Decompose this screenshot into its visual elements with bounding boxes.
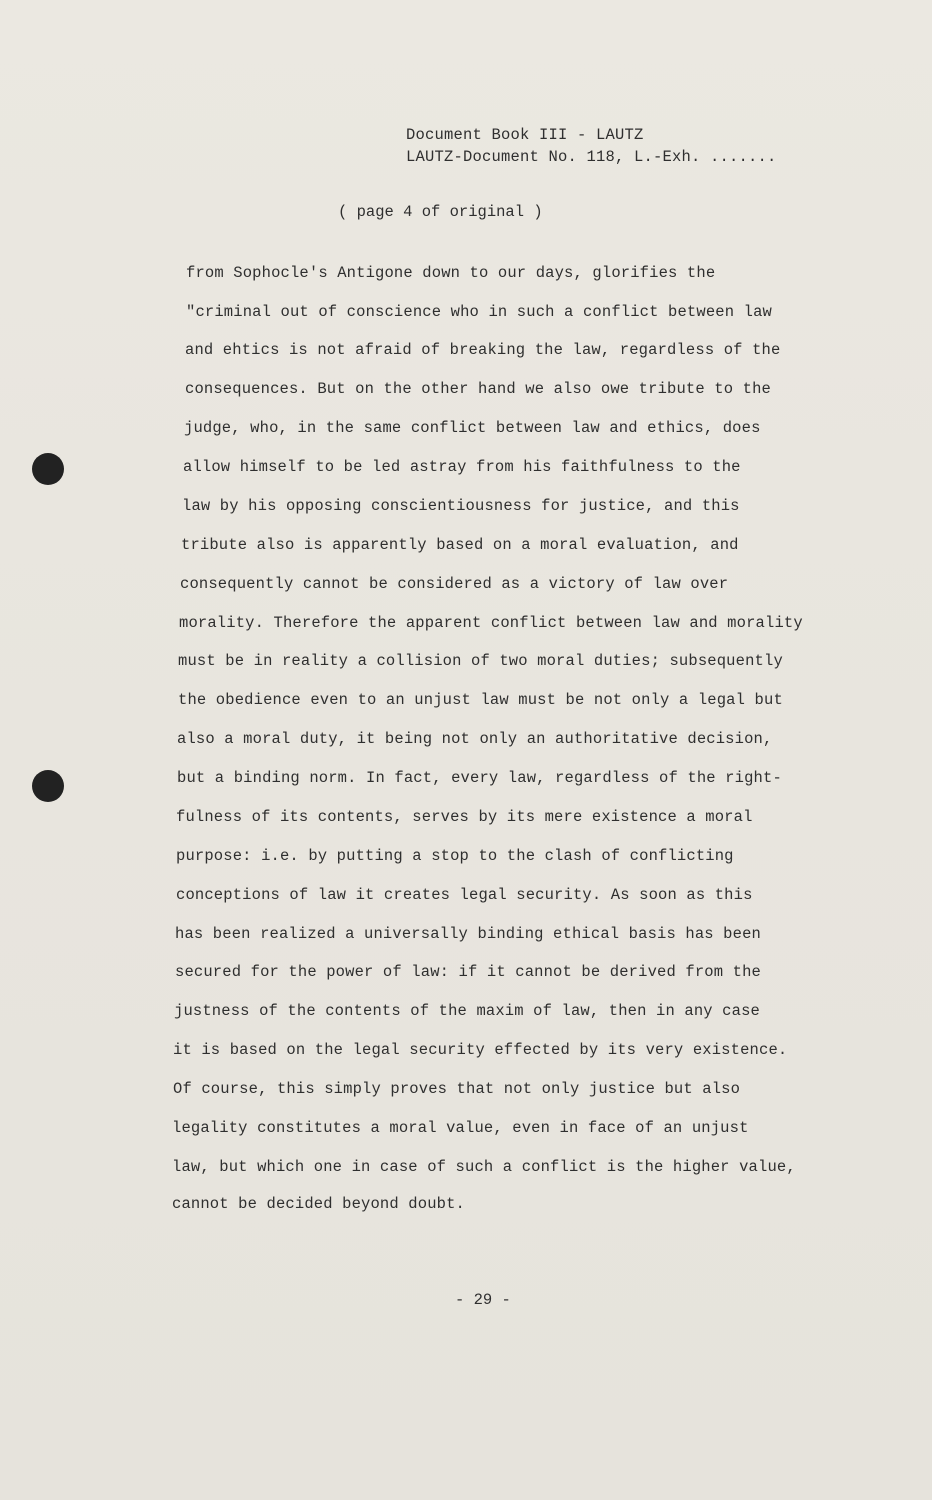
punch-hole-top — [32, 453, 64, 485]
body-line: fulness of its contents, serves by its mere existence a moral — [176, 808, 753, 826]
body-line: and ehtics is not afraid of breaking the law, regardless of the — [185, 341, 781, 359]
body-line: judge, who, in the same conflict between law and ethics, does — [184, 419, 761, 437]
body-line: from Sophocle's Antigone down to our days, glorifies the — [186, 264, 716, 282]
body-line: law, but which one in case of such a conflict is the higher value, — [172, 1158, 796, 1176]
body-line: morality. Therefore the apparent conflict between law and morality — [179, 614, 803, 632]
body-line: cannot be decided beyond doubt. — [172, 1195, 465, 1213]
header-document-number: LAUTZ-Document No. 118, L.-Exh. ....... — [406, 148, 777, 166]
body-line: but a binding norm. In fact, every law, regardless of the right- — [177, 769, 782, 787]
punch-hole-bottom — [32, 770, 64, 802]
body-line: law by his opposing conscientiousness for justice, and this — [182, 497, 740, 515]
header-book-reference: Document Book III - LAUTZ — [406, 126, 644, 144]
body-line: consequently cannot be considered as a victory of law over — [180, 575, 729, 593]
page-number: - 29 - — [455, 1291, 511, 1309]
body-line: tribute also is apparently based on a moral evaluation, and — [181, 536, 739, 554]
document-header — [406, 124, 777, 168]
body-line: justness of the contents of the maxim of law, then in any case — [174, 1002, 760, 1020]
body-line: has been realized a universally binding ethical basis has been — [175, 925, 761, 943]
body-line: must be in reality a collision of two moral duties; subsequently — [178, 652, 783, 670]
body-line: the obedience even to an unjust law must be not only a legal but — [178, 691, 783, 709]
body-line: legality constitutes a moral value, even in face of an unjust — [172, 1119, 749, 1137]
body-line: also a moral duty, it being not only an authoritative decision, — [177, 730, 773, 748]
body-line: Of course, this simply proves that not only justice but also — [173, 1080, 741, 1098]
page-of-original-note: ( page 4 of original ) — [338, 203, 543, 221]
body-line: it is based on the legal security effected by its very existence. — [173, 1041, 788, 1059]
body-line: purpose: i.e. by putting a stop to the clash of conflicting — [176, 847, 734, 865]
body-line: conceptions of law it creates legal security. As soon as this — [176, 886, 753, 904]
body-line: consequences. But on the other hand we also owe tribute to the — [185, 380, 771, 398]
body-line: "criminal out of conscience who in such a conflict between law — [186, 303, 772, 321]
body-line: secured for the power of law: if it cannot be derived from the — [175, 963, 761, 981]
body-line: allow himself to be led astray from his faithfulness to the — [183, 458, 741, 476]
